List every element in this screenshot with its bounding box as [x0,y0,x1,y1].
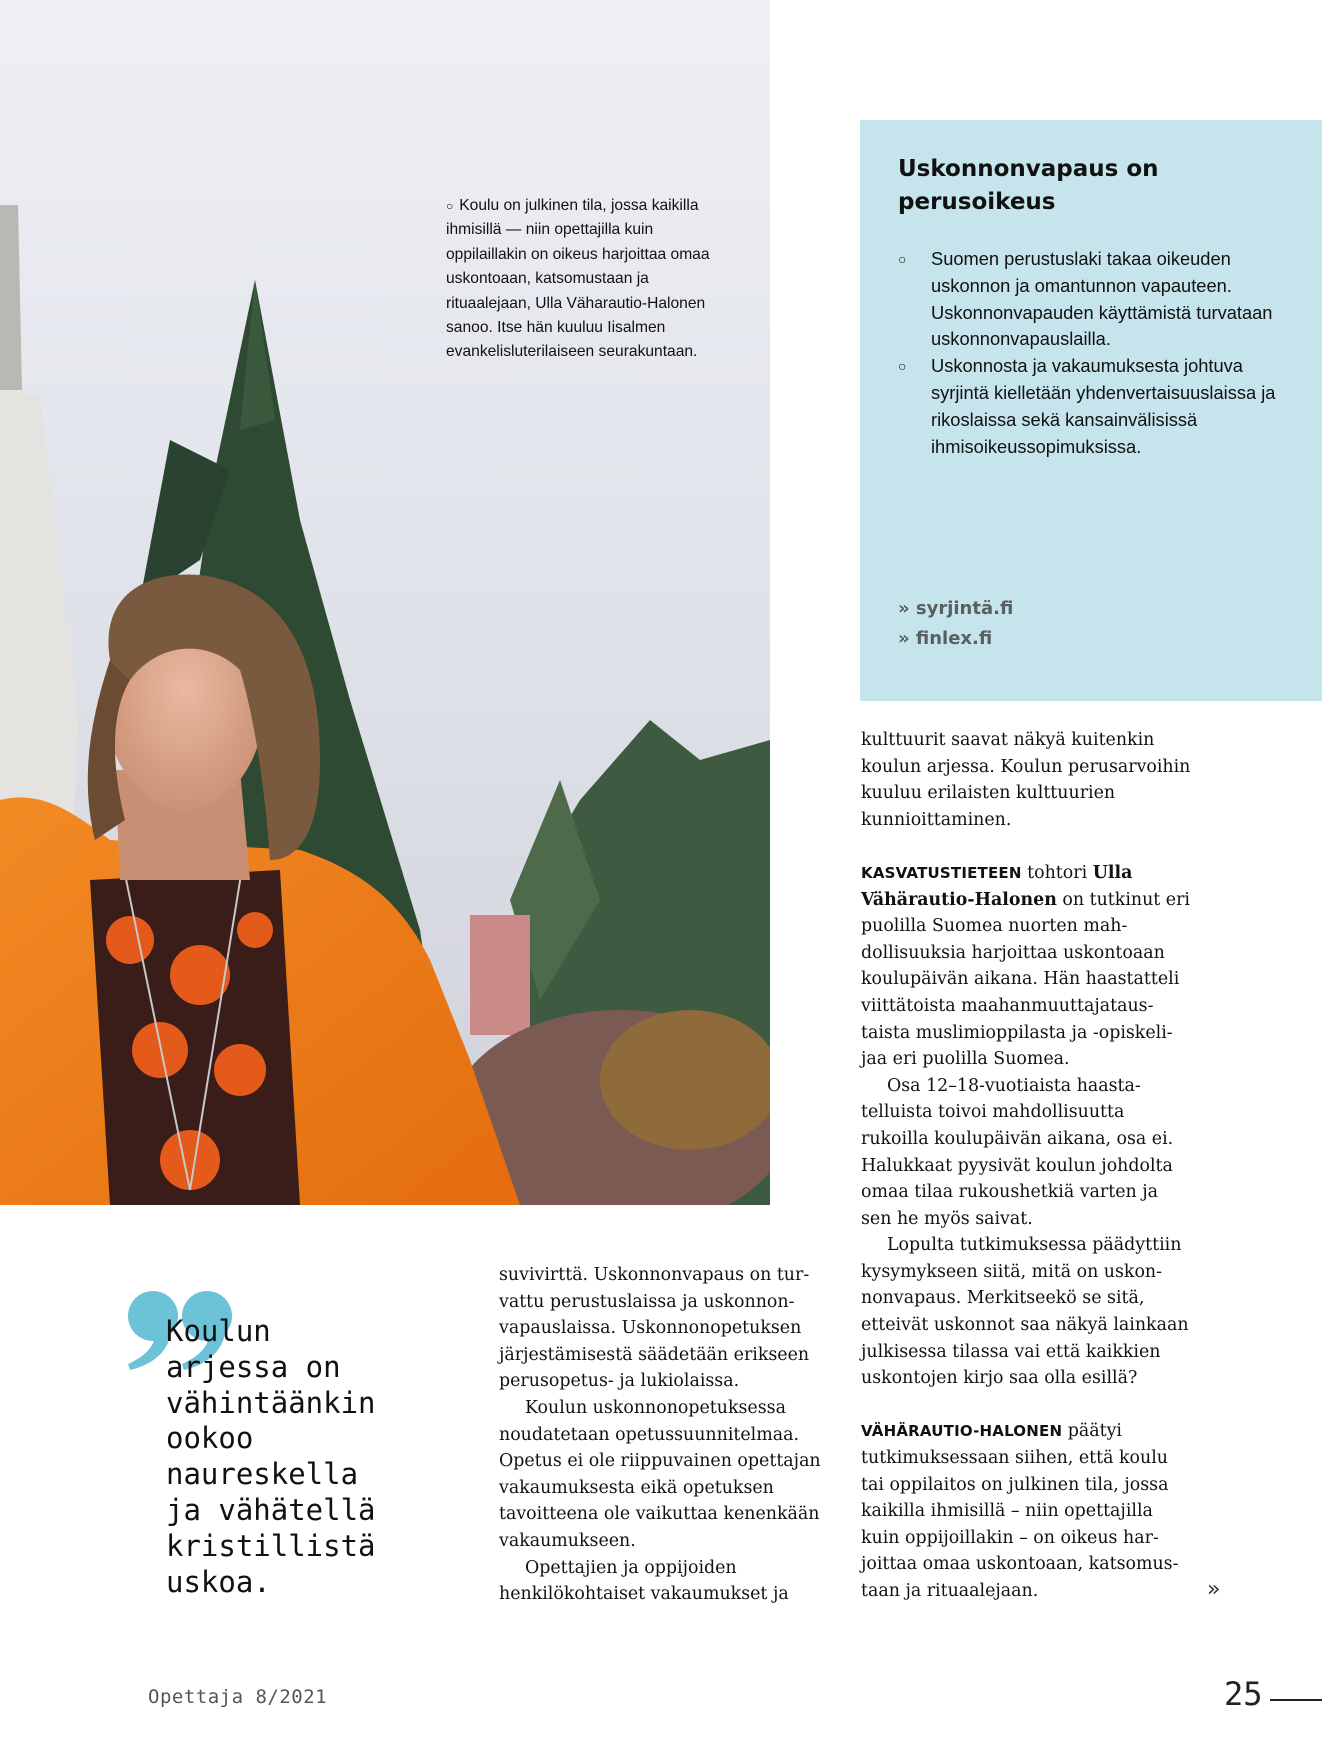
fact-box-item [898,353,1278,460]
fact-box-list [898,246,1278,460]
fact-box-item [898,246,1278,353]
continue-icon: » [1207,1577,1221,1602]
paragraph: suvivirttä. Uskonnonvapaus on turvattu perustuslaissa ja uskonnonvapauslaissa. Uskonnonopetuksen järjestämisestä säädetään erikseen perusopetus- ja lukiolaissa. [499,1265,810,1392]
paragraph-text: on tutkinut eri puolilla Suomea nuorten mahdollisuuksia harjoittaa uskontoaan koulupäivän aikana. Hän haastatteli viittätoista maahanmuuttajataustaista muslimioppilasta ja -opiskelijaa eri puolilla Suomea. [861,889,1190,1070]
fact-box [860,120,1322,701]
pull-quote: Koulun arjessa on vähintäänkin ookoo naureskella ja vähätellä kristillistä uskoa. [166,1314,376,1599]
paragraph-text: päätyi tutkimuksessaan siihen, että koulu tai oppilaitos on julkinen tila, jossa kaikilla ihmisillä – niin opettajilla kuin oppijoillakin – on oikeus harjoittaa omaa uskontoaan, katsomustaan ja rituaalejaan. [861,1421,1179,1601]
caption-bullet-icon: ○ [446,199,454,213]
fact-box-item-text: Uskonnosta ja vakaumuksesta johtuva syrjintä kielletään yhdenvertaisuuslaissa ja rikoslaissa sekä kansainvälisissä ihmisoikeussopimuksissa. [931,355,1276,457]
link-finlex[interactable]: » finlex.fi [898,628,993,649]
paragraph: Opettajien ja oppijoiden henkilökohtaiset vakaumukset ja [499,1557,789,1605]
paragraph: Lopulta tutkimuksessa päädyttiin kysymykseen siitä, mitä on uskonnonvapaus. Merkitseekö se sitä, etteivät uskonnot saa näkyä lainkaan julkisessa tilassa vai että kaikkien uskontojen kirjo saa olla esillä? [861,1235,1189,1389]
kicker: KASVATUSTIETEEN [861,863,1022,882]
paragraph [861,1418,1191,1604]
paragraph: Osa 12–18-vuotiaista haastatelluista toivoi mahdollisuutta rukoilla koulupäivän aikana, osa ei. Halukkaat pyysivät koulun johdolta omaa tilaa rukoushetkiä varten ja sen he myös saivat. [861,1075,1174,1229]
bullet-icon: ○ [898,251,907,267]
paragraph-text: tohtori [1021,862,1093,883]
article-column-2 [499,1262,824,1608]
paragraph: kulttuurit saavat näkyä kuitenkin koulun arjessa. Koulun perusarvoihin kuuluu erilaisten kulttuurien kunnioittaminen. [861,730,1191,830]
link-syrjinta[interactable]: » syrjintä.fi [898,598,1014,619]
portrait-photo [0,0,770,1205]
article-column-3 [861,727,1191,1605]
photo-caption [446,194,714,365]
page-number-rule [1270,1699,1322,1701]
paragraph [861,860,1191,1073]
bullet-icon: ○ [898,358,907,375]
caption-text: Koulu on julkinen tila, jossa kaikilla ihmisillä — niin opettajilla kuin oppilaillakin on oikeus harjoittaa omaa uskontoaan, katsomustaan ja rituaalejaan, Ulla Väharautio-Halonen sanoo. Itse hän kuuluu Iisalmen evankelisluterilaiseen seurakuntaan. [446,197,710,361]
paragraph: Koulun uskonnonopetuksessa noudatetaan opetussuunnitelmaa. Opetus ei ole riippuvainen opettajan vakaumuksesta eikä opetuksen tavoitteena ole vaikuttaa kenenkään vakaumukseen. [499,1397,821,1551]
fact-box-item-text: Suomen perustuslaki takaa oikeuden uskonnon ja omantunnon vapauteen. Uskonnonvapauden käyttämistä turvataan uskonnonvapauslailla. [931,248,1273,350]
magazine-issue: Opettaja 8/2021 [148,1686,328,1708]
fact-box-title: Uskonnonvapaus on perusoikeus [898,156,1159,215]
person-name: Ulla Vähärautio-Halonen [861,862,1133,910]
kicker: VÄHÄRAUTIO-HALONEN [861,1422,1063,1441]
page-number: 25 [1224,1675,1263,1713]
fact-box-links [898,594,1013,654]
